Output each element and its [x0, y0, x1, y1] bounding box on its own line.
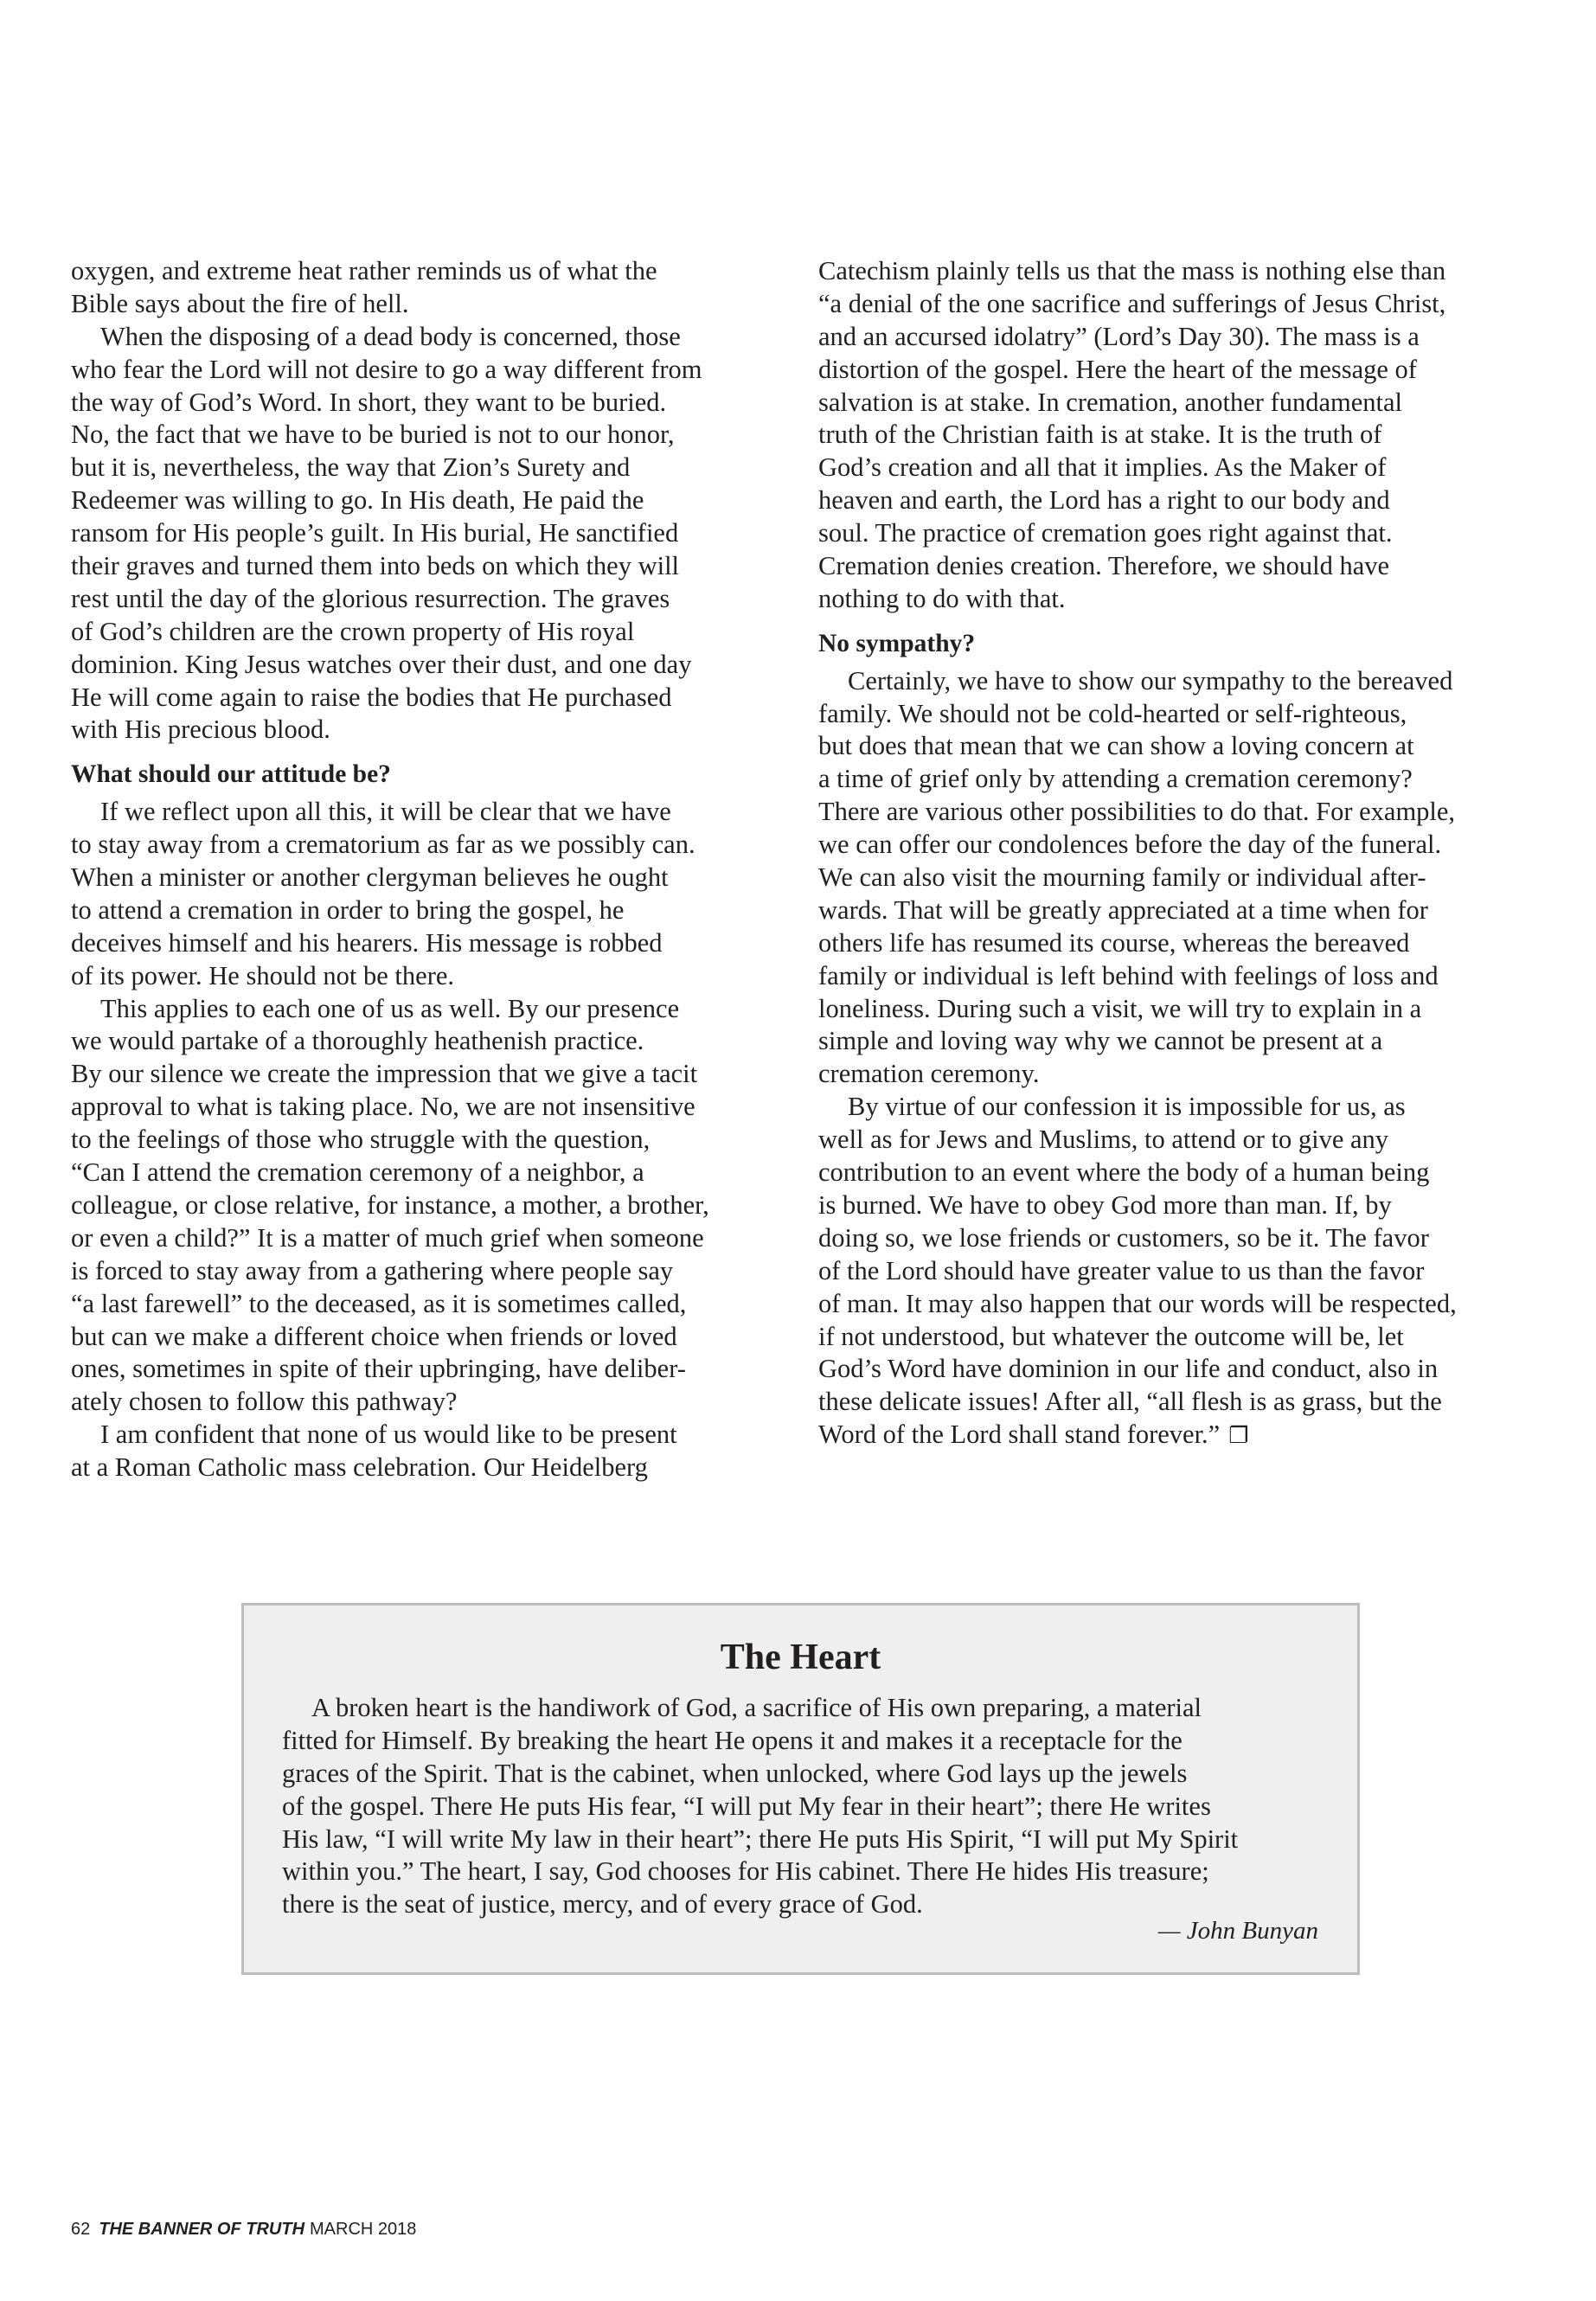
text-line: graces of the Spirit. That is the cabinet, when unlocked, where God lays up the jewels [282, 1758, 1188, 1788]
text-line: ones, sometimes in spite of their upbringing, have deliber- [71, 1354, 686, 1384]
text-line: By our silence we create the impression that we give a tacit [71, 1059, 698, 1089]
text-line: heaven and earth, the Lord has a right to our body and [818, 485, 1390, 516]
text-line: who fear the Lord will not desire to go a way different from [71, 354, 702, 384]
paragraph [71, 796, 772, 992]
sidebar-quote-box [241, 1603, 1360, 1975]
text-line: to attend a cremation in order to bring the gospel, he [71, 894, 625, 925]
paragraph [71, 1419, 772, 1484]
text-line: No, the fact that we have to be buried is not to our honor, [71, 420, 675, 450]
text-line: loneliness. During such a visit, we will try to explain in a [818, 993, 1422, 1023]
text-line: of God’s children are the crown property of His royal [71, 616, 635, 646]
text-line: distortion of the gospel. Here the heart of the message of [818, 354, 1417, 384]
text-line: we would partake of a thoroughly heathenish practice. [71, 1026, 644, 1056]
sidebar-body [282, 1692, 1337, 1921]
text-line: these delicate issues! After all, “all flesh is as grass, but the [818, 1387, 1442, 1417]
text-line: soul. The practice of cremation goes right against that. [818, 518, 1393, 548]
text-line: nothing to do with that. [818, 583, 1066, 613]
text-line: God’s creation and all that it implies. As the Maker of [818, 452, 1387, 483]
text-line: there is the seat of justice, mercy, and of every grace of God. [282, 1889, 923, 1920]
text-line: salvation is at stake. In cremation, another fundamental [818, 387, 1403, 417]
text-line: to the feelings of those who struggle with the question, [71, 1125, 651, 1155]
paragraph [71, 993, 772, 1420]
text-line: dominion. King Jesus watches over their dust, and one day [71, 649, 692, 679]
text-line: truth of the Christian faith is at stake. It is the truth of [818, 420, 1382, 450]
text-line: fitted for Himself. By breaking the heart He opens it and makes it a receptacle for the [282, 1725, 1183, 1755]
text-line: Catechism plainly tells us that the mass is nothing else than [818, 256, 1446, 285]
paragraph [818, 665, 1528, 1092]
section-heading: No sympathy? [818, 629, 976, 657]
text-line: the way of God’s Word. In short, they want to be buried. [71, 387, 667, 417]
text-line: others life has resumed its course, whereas the bereaved [818, 927, 1410, 958]
text-line: but does that mean that we can show a loving concern at [818, 731, 1414, 761]
text-line: simple and loving way why we cannot be present at a [818, 1026, 1383, 1056]
text-line: We can also visit the mourning family or individual after- [818, 862, 1426, 893]
text-line: approval to what is taking place. No, we are not insensitive [71, 1092, 695, 1122]
text-line: When the disposing of a dead body is concerned, those [100, 321, 681, 351]
text-line: doing so, we lose friends or customers, so be it. The favor [818, 1222, 1429, 1253]
paragraph [818, 255, 1528, 616]
text-line: within you.” The heart, I say, God chooses for His cabinet. There He hides His treasure; [282, 1856, 1209, 1887]
paragraph [71, 321, 772, 747]
text-line: or even a child?” It is a matter of much grief when someone [71, 1222, 704, 1253]
text-line [818, 1419, 1528, 1452]
text-line: family or individual is left behind with feelings of loss and [818, 960, 1439, 990]
text-line: rest until the day of the glorious resurrection. The graves [71, 583, 670, 613]
publication-name: THE BANNER OF TRUTH [99, 2220, 305, 2239]
text-line: to stay away from a crematorium as far as we possibly can. [71, 830, 695, 860]
text-line: their graves and turned them into beds on which they will [71, 551, 680, 581]
text-line-content: Word of the Lord shall stand forever.” [818, 1420, 1221, 1450]
text-line: A broken heart is the handiwork of God, a sacrifice of His own preparing, a material [311, 1693, 1202, 1722]
end-of-article-icon: ❐ [1228, 1423, 1249, 1450]
text-line: we can offer our condolences before the day of the funeral. [818, 830, 1442, 860]
text-line: is forced to stay away from a gathering where people say [71, 1255, 674, 1285]
text-line: of the gospel. There He puts His fear, “I will put My fear in their heart”; there He writes [282, 1791, 1211, 1821]
text-line: His law, “I will write My law in their heart”; there He puts His Spirit, “I will put My Spirit [282, 1823, 1239, 1854]
text-line: but can we make a different choice when friends or loved [71, 1321, 677, 1351]
text-line: wards. That will be greatly appreciated at a time when for [818, 894, 1428, 925]
paragraph [71, 255, 772, 321]
text-line: There are various other possibilities to do that. For example, [818, 797, 1456, 827]
text-line: God’s Word have dominion in our life and conduct, also in [818, 1354, 1439, 1384]
text-line: Cremation denies creation. Therefore, we should have [818, 551, 1390, 581]
text-line: ately chosen to follow this pathway? [71, 1387, 458, 1417]
text-line: If we reflect upon all this, it will be clear that we have [100, 797, 671, 827]
sidebar-title: The Heart [720, 1638, 881, 1677]
text-line: contribution to an event where the body of a human being [818, 1157, 1430, 1188]
text-line: I am confident that none of us would like to be present [100, 1420, 677, 1450]
text-line: Redeemer was willing to go. In His death, He paid the [71, 485, 644, 516]
text-line: cremation ceremony. [818, 1059, 1040, 1089]
text-line: “Can I attend the cremation ceremony of a neighbor, a [71, 1157, 644, 1188]
page-footer [71, 2219, 416, 2240]
text-line: By virtue of our confession it is impossible for us, as [848, 1092, 1406, 1122]
text-line: When a minister or another clergyman believes he ought [71, 862, 669, 893]
text-line: of the Lord should have greater value to us than the favor [818, 1255, 1425, 1285]
issue-date: MARCH 2018 [310, 2220, 417, 2239]
text-line: ransom for His people’s guilt. In His burial, He sanctified [71, 518, 679, 548]
text-line: colleague, or close relative, for instance, a mother, a brother, [71, 1189, 709, 1220]
text-line: This applies to each one of us as well. By our presence [100, 993, 680, 1023]
left-column [71, 255, 772, 1484]
text-line: with His precious blood. [71, 715, 330, 745]
text-line: a time of grief only by attending a cremation ceremony? [818, 764, 1413, 794]
text-line: of its power. He should not be there. [71, 960, 455, 990]
text-line: at a Roman Catholic mass celebration. Our Heidelberg [71, 1452, 648, 1483]
page-number: 62 [71, 2220, 91, 2239]
section-heading: What should our attitude be? [71, 760, 391, 789]
paragraph [818, 1091, 1528, 1452]
text-line: is burned. We have to obey God more than man. If, by [818, 1189, 1392, 1220]
text-line: well as for Jews and Muslims, to attend or to give any [818, 1125, 1389, 1155]
text-line: of man. It may also happen that our words will be respected, [818, 1288, 1457, 1318]
text-line: oxygen, and extreme heat rather reminds us of what the [71, 256, 657, 285]
text-line: if not understood, but whatever the outcome will be, let [818, 1321, 1404, 1351]
text-line: “a denial of the one sacrifice and sufferings of Jesus Christ, [818, 288, 1446, 318]
text-line: “a last farewell” to the deceased, as it is sometimes called, [71, 1288, 687, 1318]
right-column [818, 255, 1528, 1452]
text-line: Certainly, we have to show our sympathy to the bereaved [848, 665, 1453, 695]
text-line: He will come again to raise the bodies that He purchased [71, 682, 672, 712]
text-line: and an accursed idolatry” (Lord’s Day 30). The mass is a [818, 321, 1420, 351]
text-line: Bible says about the fire of hell. [71, 288, 409, 318]
sidebar-attribution: — John Bunyan [1157, 1917, 1318, 1945]
text-line: but it is, nevertheless, the way that Zion’s Surety and [71, 452, 631, 483]
text-line: deceives himself and his hearers. His message is robbed [71, 927, 663, 958]
text-line: family. We should not be cold-hearted or self-righteous, [818, 698, 1407, 728]
